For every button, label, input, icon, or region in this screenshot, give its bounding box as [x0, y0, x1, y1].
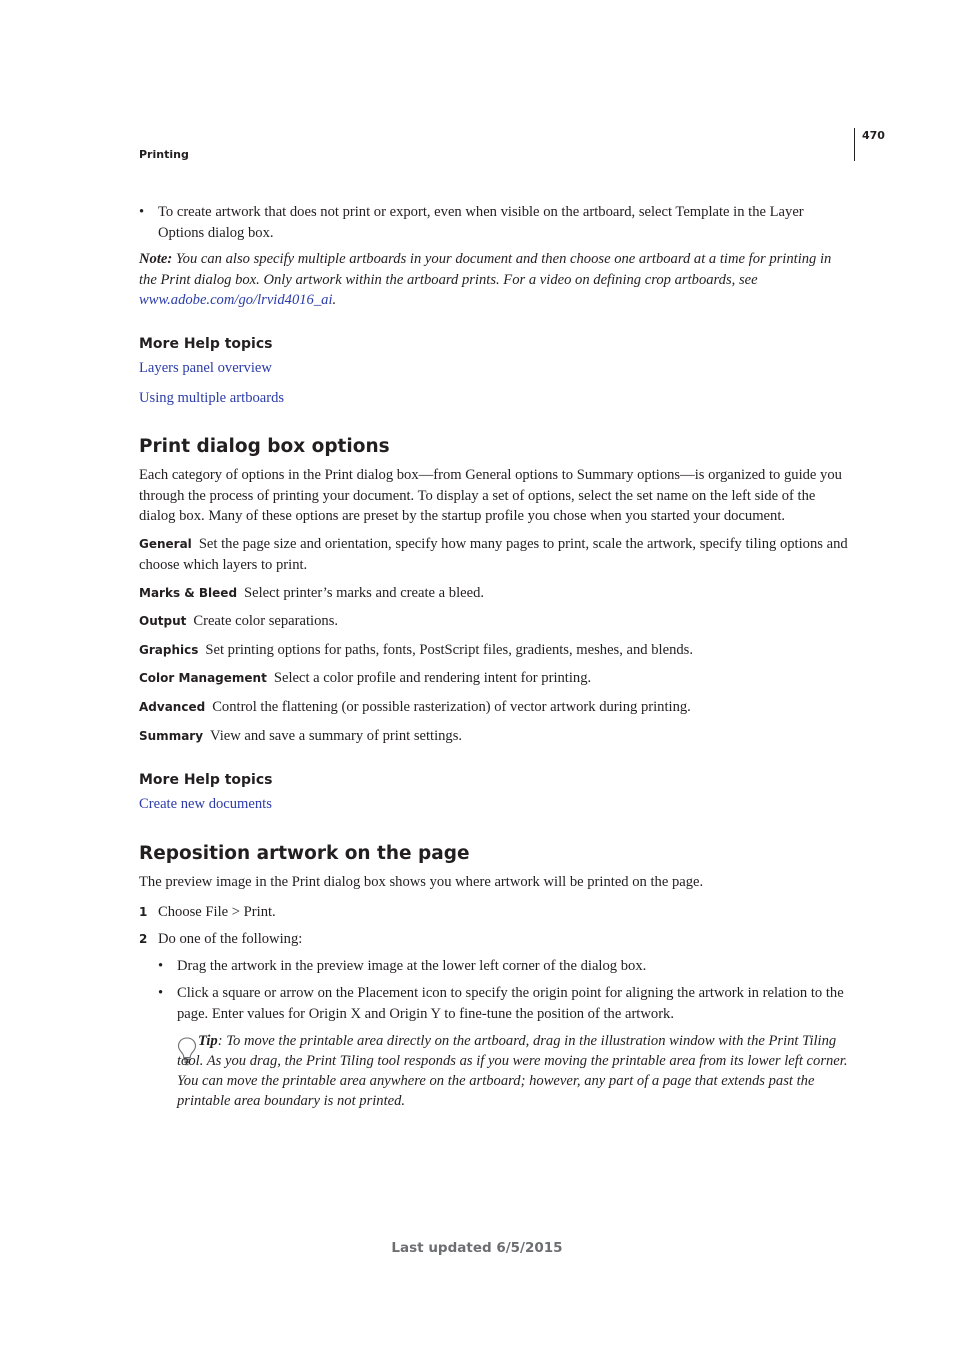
- option-desc: Set printing options for paths, fonts, PostScript files, gradients, meshes, and blends.: [205, 642, 694, 658]
- option-term: General: [139, 537, 192, 551]
- option-term: Output: [139, 614, 187, 628]
- note-end: .: [332, 292, 337, 308]
- more-help-heading: More Help topics: [139, 336, 273, 352]
- bullet-mark: •: [158, 985, 164, 1001]
- note-label: Note:: [139, 251, 173, 267]
- bullet-mark: •: [158, 958, 164, 974]
- note-text: You can also specify multiple artboards in your document and then choose one artboard at a time for printing in the Print dialog box. Only artwork within the artboard prints. For a video on defining crop artboards, see: [139, 251, 832, 288]
- option-general: [139, 534, 851, 575]
- option-term: Color Management: [139, 671, 267, 685]
- option-desc: Create color separations.: [193, 613, 339, 629]
- option-output: [139, 611, 851, 632]
- sub-bullet-text: Drag the artwork in the preview image at the lower left corner of the dialog box.: [177, 958, 647, 974]
- last-updated-footer: Last updated 6/5/2015: [391, 1240, 563, 1256]
- step-1: [139, 902, 851, 923]
- bullet-mark: •: [139, 204, 145, 220]
- option-advanced: [139, 697, 851, 718]
- option-desc: Select a color profile and rendering intent for printing.: [273, 670, 592, 686]
- option-term: Summary: [139, 729, 204, 743]
- sub-bullet-text: Click a square or arrow on the Placement icon to specify the origin point for aligning the artwork in relation to the page. Enter values for Origin X and Origin Y to fine-tune the position of the artwork.: [177, 985, 844, 1022]
- option-term: Marks & Bleed: [139, 586, 238, 600]
- more-help-heading: More Help topics: [139, 772, 273, 788]
- tip-paragraph: [177, 1031, 853, 1111]
- option-desc: Select printer’s marks and create a bleed.: [244, 585, 485, 601]
- option-desc: Control the flattening (or possible rasterization) of vector artwork during printing.: [212, 699, 691, 715]
- step-number: 1: [139, 905, 148, 919]
- section-heading-print-dialog: Print dialog box options: [139, 436, 390, 457]
- option-marks-bleed: [139, 583, 851, 604]
- header-divider: [854, 128, 855, 161]
- step-text: Choose File > Print.: [158, 904, 276, 920]
- section-heading-reposition: Reposition artwork on the page: [139, 843, 470, 864]
- video-link[interactable]: www.adobe.com/go/lrvid4016_ai: [139, 292, 333, 308]
- option-summary: [139, 726, 851, 747]
- option-term: Advanced: [139, 700, 206, 714]
- help-link-layers-panel[interactable]: Layers panel overview: [139, 360, 272, 376]
- tip-text: : To move the printable area directly on the artboard, drag in the illustration window with the Print Tiling tool. As you drag, the Print Tiling tool responds as if you were moving the printable area from its lower left corner. You can move the printable area anywhere on the artboard; however, any part of a page that extends past the printable area boundary is not printed.: [177, 1033, 848, 1109]
- intro-bullet: [139, 202, 851, 243]
- step-2: [139, 929, 851, 950]
- reposition-intro: The preview image in the Print dialog box shows you where artwork will be printed on the page.: [139, 874, 704, 890]
- running-head: Printing: [139, 148, 189, 161]
- print-dialog-intro: Each category of options in the Print dialog box—from General options to Summary options—is organized to guide you through the process of printing your document. To display a set of options, select the set name on the left side of the dialog box. Many of these options are preset by the startup profile you chose when you started your document.: [139, 467, 842, 524]
- option-desc: View and save a summary of print settings.: [210, 728, 463, 744]
- sub-bullet: [158, 983, 851, 1024]
- intro-bullet-text: To create artwork that does not print or export, even when visible on the artboard, select Template in the Layer Options dialog box.: [158, 204, 804, 241]
- step-text: Do one of the following:: [158, 931, 303, 947]
- help-link-multiple-artboards[interactable]: Using multiple artboards: [139, 390, 285, 406]
- step-number: 2: [139, 932, 148, 946]
- help-link-create-documents[interactable]: Create new documents: [139, 796, 272, 812]
- sub-bullet: [158, 956, 851, 977]
- option-graphics: [139, 640, 851, 661]
- option-desc: Set the page size and orientation, specify how many pages to print, scale the artwork, specify tiling options and choose which layers to print.: [139, 536, 848, 573]
- option-term: Graphics: [139, 643, 199, 657]
- tip-label: Tip: [198, 1033, 218, 1049]
- option-color-management: [139, 668, 851, 689]
- note-paragraph: [139, 249, 851, 311]
- page-number: 470: [862, 129, 885, 142]
